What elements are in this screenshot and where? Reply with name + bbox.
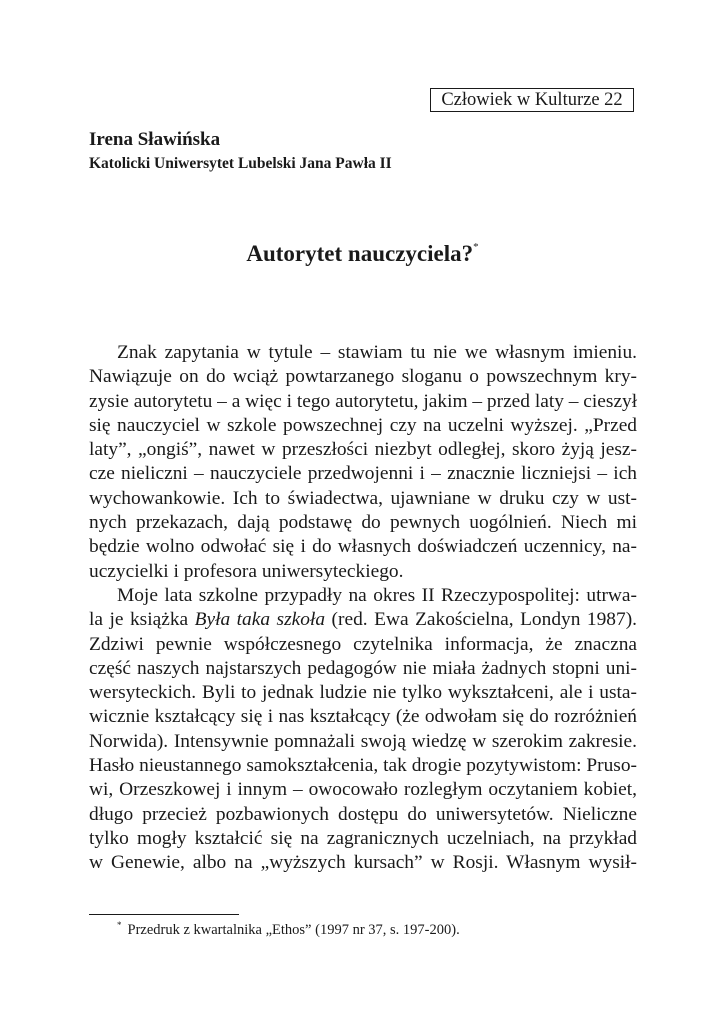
body-line: wychowankowie. Ich to świadectwa, ujawniane w druku czy w ust- [89,487,637,509]
body-line: Znak zapytania w tytule – stawiam tu nie we własnym imieniu. [117,342,637,363]
author-affiliation: Katolicki Uniwersytet Lubelski Jana Pawła II [89,155,392,172]
body-line: Norwida). Intensywnie pomnażali swoją wiedzę w szerokim zakresie. [89,730,637,752]
body-line: Nawiązuje on do wciąż powtarzanego sloganu o powszechnym kry- [89,366,637,388]
body-line: nych przekazach, dają podstawę do pewnych uogólnień. Niech mi [89,512,637,534]
journal-header: Człowiek w Kulturze 22 [430,88,634,112]
body-line: w Genewie, albo na „wyższych kursach” w Rosji. Własnym wysił- [89,852,637,874]
body-line: wi, Orzeszkowej i innym – owocowało rozległym oczytaniem kobiet, [89,779,637,801]
footnote-text: Przedruk z kwartalnika „Ethos” (1997 nr 37, s. 197-200). [127,921,460,938]
title-footnote-marker: * [473,241,479,253]
body-line: uczycielki i profesora uniwersyteckiego. [89,560,404,582]
body-line: laty”, „ongiś”, nawet w przeszłości niezbyt odległej, skoro żyją jesz- [89,439,637,461]
body-line: cze nieliczni – nauczyciele przedwojenni i – znacznie liczniejsi – ich [89,463,637,485]
footnote-marker: * [117,920,122,930]
body-line: wersyteckich. Byli to jednak ludzie nie tylko wykształceni, ale i usta- [89,682,637,704]
body-text-segment: (red. Ewa Zakościelna, Londyn 1987). [325,609,637,631]
body-line: tylko mogły kształcić się na zagranicznych uczelniach, na przykład [89,827,637,849]
article-body [89,341,637,876]
body-line: wicznie kształcący się i nas kształcący (że odwołam się do rozróżnień [89,706,637,728]
footnote-divider [89,914,239,915]
body-line: zysie autorytetu – a więc i tego autorytetu, jakim – przed laty – cieszył [89,390,638,412]
title-text: Autorytet nauczyciela? [246,241,474,266]
footnote [117,920,460,939]
body-line: będzie wolno odwołać się i do własnych doświadczeń uczennicy, na- [89,536,637,558]
body-line: Moje lata szkolne przypadły na okres II Rzeczypospolitej: utrwa- [117,584,637,606]
author-name: Irena Sławińska [89,129,221,150]
body-line [89,608,637,632]
body-text-segment: la je książka [89,609,195,631]
book-title: Była taka szkoła [194,609,326,631]
body-line: Hasło nieustannego samokształcenia, tak drogie pozytywistom: Pruso- [89,755,637,777]
body-line: część naszych najstarszych pedagogów nie miała żadnych stopni uni- [89,657,637,679]
body-line: Zdziwi pewnie współczesnego czytelnika informacja, że znaczna [89,633,637,655]
article-title [0,241,725,267]
body-line: długo przecież pozbawionych dostępu do uniwersytetów. Nieliczne [89,803,637,825]
body-line: się nauczyciel w szkole powszechnej czy na uczelni wyższej. „Przed [89,414,637,436]
